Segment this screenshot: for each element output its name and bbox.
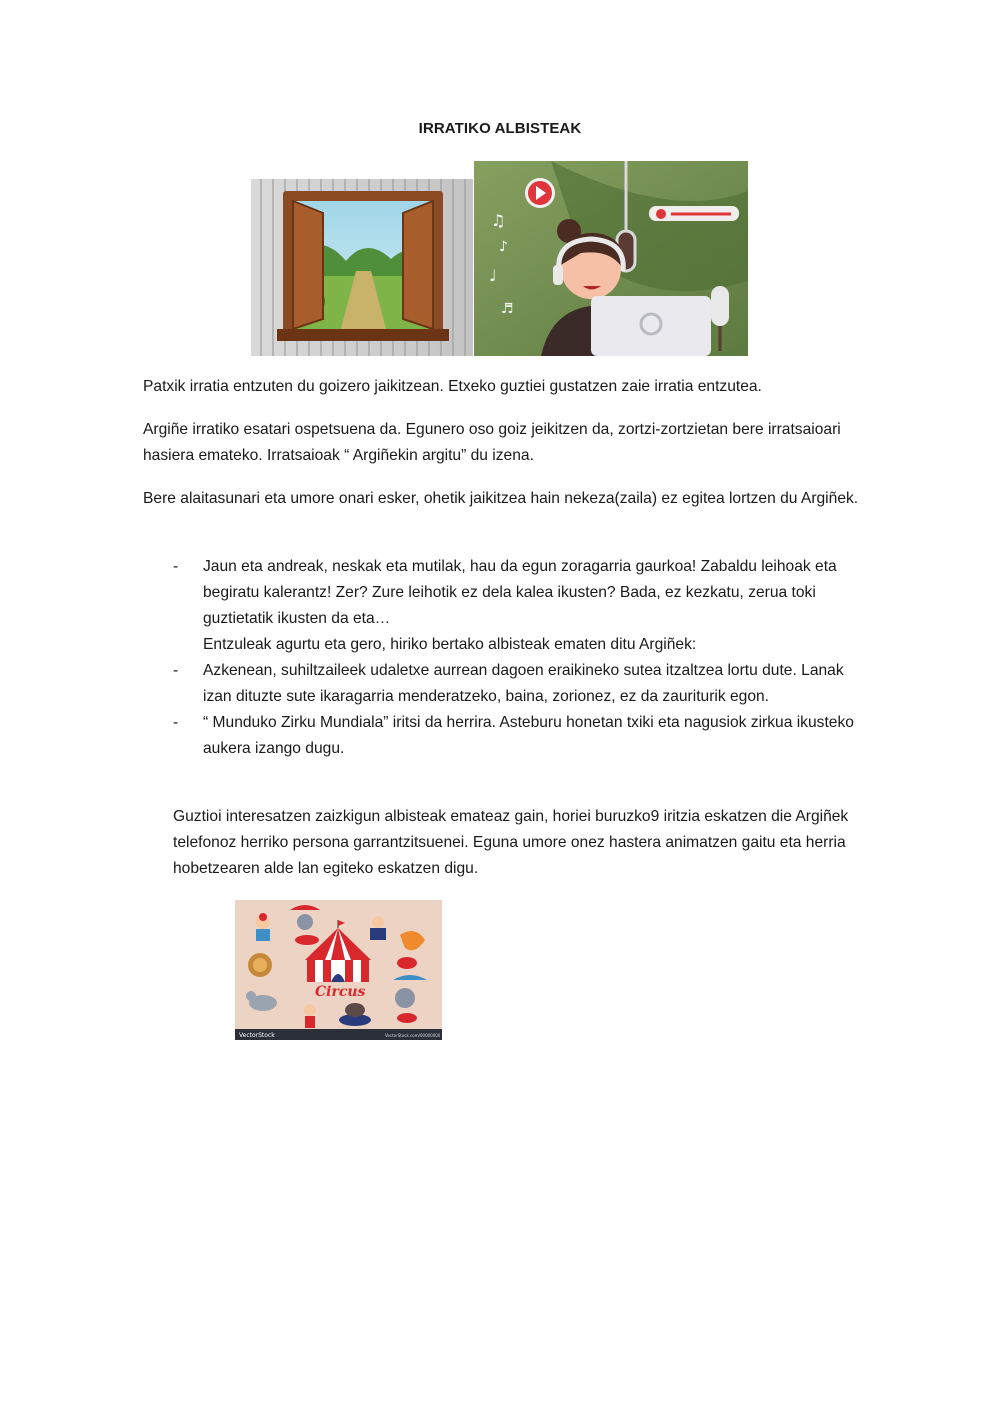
circus-sign: Circus — [315, 984, 366, 1000]
svg-text:♩: ♩ — [489, 266, 497, 285]
window-scene — [251, 179, 473, 356]
circus-image — [235, 900, 442, 1040]
intro-paragraph: Patxik irratia entzuten du goizero jaikitzean. Etxeko guztiei gustatzen zaie irratia entzutea. — [143, 378, 762, 395]
radio-banner-image — [251, 161, 748, 356]
host-paragraph: Argiñe irratiko esatari ospetsuena da. Egunero oso goiz jeikitzen da, zortzi-zortzietan bere irratsaioari hasiera emateko. Irratsaioak “ Argiñekin argitu” du izena. — [143, 421, 841, 464]
closing-paragraph: Guztioi interesatzen zaizkigun albisteak emateaz gain, horiei buruzko9 iritzia eskatzen die Argiñek telefonoz herriko persona garrantzitsuenei. Eguna umore onez hastera animatzen gaitu eta herria hobetzearen alde lan egiteko eskatzen digu. — [173, 808, 849, 877]
list-marker: - — [173, 558, 179, 575]
list-item — [170, 658, 870, 710]
list-item-continuation: Entzuleak agurtu eta gero, hiriko bertako albisteak ematen ditu Argiñek: — [203, 636, 697, 653]
svg-text:♪: ♪ — [499, 239, 508, 255]
news-list — [170, 554, 870, 762]
list-item-text: “ Munduko Zirku Mundiala” iritsi da herrira. Asteburu honetan txiki eta nagusiok zirkua ikusteko aukera izango dugu. — [203, 714, 854, 757]
radio-host-scene — [474, 161, 748, 356]
svg-text:♬: ♬ — [501, 301, 514, 317]
list-marker: - — [173, 662, 179, 679]
list-item-text: Azkenean, suhiltzaileek udaletxe aurrean dagoen eraikineko sutea itzaltzea lortu dute. Lanak izan dituzte sute ikaragarria menderatzeko, baina, zorionez, ez da zauriturik egon. — [203, 662, 844, 705]
list-item-text: Jaun eta andreak, neskak eta mutilak, hau da egun zoragarria gaurkoa! Zabaldu leihoak eta begiratu kalerantz! Zer? Zure leihotik ez dela kalea ikusten? Bada, ez kezkatu, zerua toki guztietatik ikusten da eta… — [203, 558, 837, 627]
list-item — [170, 554, 870, 658]
list-marker: - — [173, 714, 179, 731]
vectorstock-id: VectorStock.com/00000000 — [385, 1033, 441, 1038]
vectorstock-brand: VectorStock — [239, 1032, 275, 1039]
humor-paragraph: Bere alaitasunari eta umore onari esker, ohetik jaikitzea hain nekeza(zaila) ez egitea lortzen du Argiñek. — [143, 490, 859, 507]
page-title: IRRATIKO ALBISTEAK — [418, 120, 582, 137]
list-item — [170, 710, 870, 762]
svg-text:♫: ♫ — [491, 211, 506, 230]
